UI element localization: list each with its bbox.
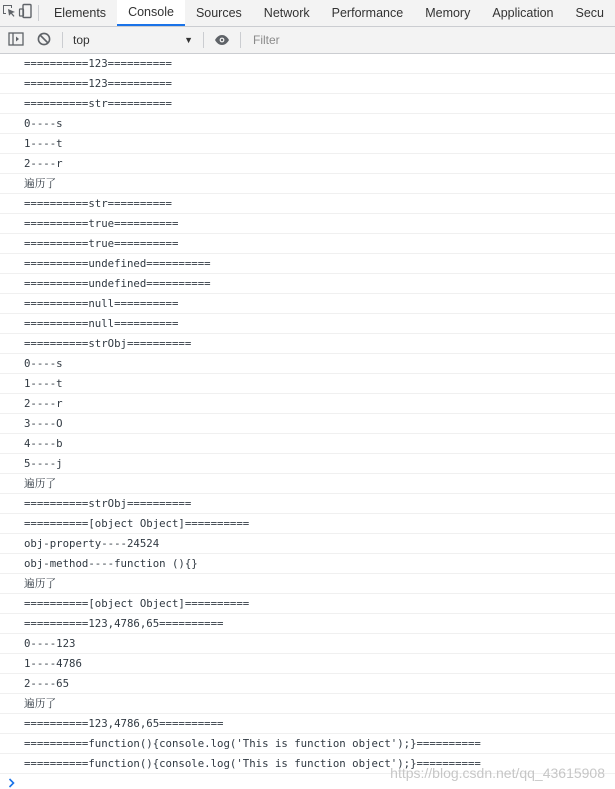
console-message: 2----r [0,394,615,414]
console-message: 1----t [0,374,615,394]
console-message: 1----4786 [0,654,615,674]
console-message: ==========[object Object]========== [0,594,615,614]
toolbar-divider [240,32,241,48]
inspect-icon [1,3,17,23]
console-message: obj-property----24524 [0,534,615,554]
console-message: 5----j [0,454,615,474]
console-message: ==========function(){console.log('This is function object');}========== [0,754,615,774]
devtools-tabbar [0,0,615,27]
inspect-element-button[interactable] [0,0,17,26]
console-message: 遍历了 [0,694,615,714]
tab-security[interactable]: Secu [575,6,605,20]
console-message: 0----123 [0,634,615,654]
filter-input[interactable] [245,29,615,51]
eye-icon [214,31,230,50]
console-message: 4----b [0,434,615,454]
clear-console-button[interactable] [30,27,58,53]
console-message: 遍历了 [0,574,615,594]
tab-sources[interactable]: Sources [195,6,242,20]
console-message: ==========123========== [0,74,615,94]
device-toolbar-button[interactable] [17,0,34,26]
show-sidebar-icon [8,31,24,50]
console-message: 2----r [0,154,615,174]
console-message: ==========123,4786,65========== [0,714,615,734]
console-message: ==========str========== [0,194,615,214]
console-message: 0----s [0,354,615,374]
console-message: ==========undefined========== [0,254,615,274]
context-selector[interactable] [67,30,199,50]
show-sidebar-button[interactable] [2,27,30,53]
console-message: ==========null========== [0,314,615,334]
console-prompt[interactable] [0,774,615,789]
console-message: ==========123========== [0,54,615,74]
tab-application[interactable]: Application [492,6,554,20]
console-messages [0,54,615,789]
console-message: ==========str========== [0,94,615,114]
console-message: 2----65 [0,674,615,694]
tabbar-divider [38,5,39,21]
console-toolbar [0,27,615,54]
console-message: ==========[object Object]========== [0,514,615,534]
tab-memory[interactable]: Memory [425,6,471,20]
toolbar-divider [203,32,204,48]
console-message: ==========strObj========== [0,494,615,514]
context-value: top [73,33,90,47]
chevron-right-icon [8,777,16,789]
console-message: ==========123,4786,65========== [0,614,615,634]
console-message: ==========undefined========== [0,274,615,294]
live-expression-button[interactable] [208,27,236,53]
tab-network[interactable]: Network [263,6,310,20]
device-toggle-icon [18,3,34,23]
tab-elements[interactable]: Elements [53,6,107,20]
console-message: ==========null========== [0,294,615,314]
toolbar-divider [62,32,63,48]
console-message: 遍历了 [0,174,615,194]
console-message: 3----O [0,414,615,434]
dropdown-caret-icon: ▼ [184,35,193,45]
watermark: https://blog.csdn.net/qq_43615908 [390,765,605,781]
console-message: 遍历了 [0,474,615,494]
clear-console-icon [37,31,51,50]
console-message: 0----s [0,114,615,134]
tab-performance[interactable]: Performance [331,6,404,20]
console-message: obj-method----function (){} [0,554,615,574]
console-message: ==========true========== [0,234,615,254]
console-message: ==========true========== [0,214,615,234]
console-message: 1----t [0,134,615,154]
console-message: ==========strObj========== [0,334,615,354]
tab-console[interactable]: Console [117,0,185,26]
console-message: ==========function(){console.log('This is function object');}========== [0,734,615,754]
